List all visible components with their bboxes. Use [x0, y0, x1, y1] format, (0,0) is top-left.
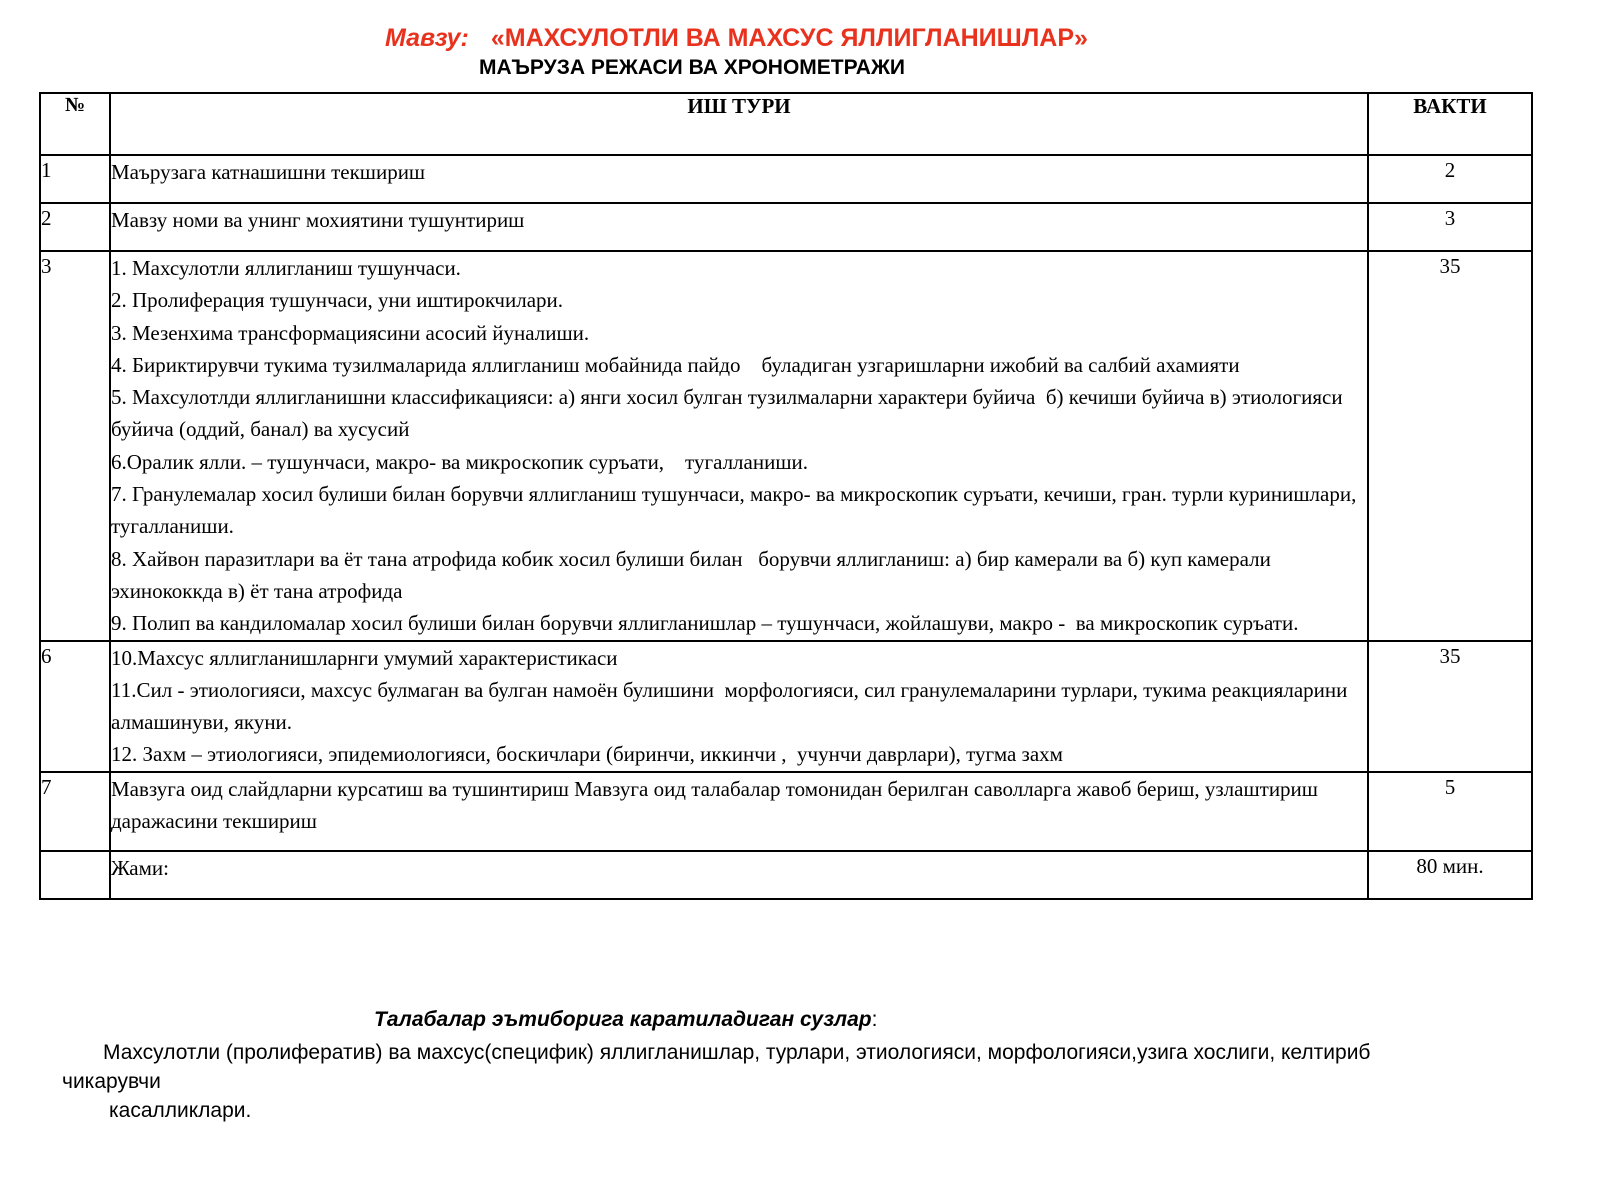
topic-label: Мавзу: [385, 24, 469, 52]
work-item: 12. Захм – этиологияси, эпидемиологияси, боскичлари (биринчи, иккинчи , учунчи даврлари), тугма захм [111, 742, 1063, 767]
row-work-type [110, 251, 1368, 641]
row-number: 2 [40, 203, 110, 251]
work-item: 4. Бириктирувчи тукима тузилмаларида яллигланиш мобайнида пайдо буладиган узгаришларни ижобий ва салбий ахамияти [111, 352, 1240, 377]
row-time: 3 [1368, 203, 1532, 251]
work-item: Жами: [111, 855, 169, 880]
notes-line: касалликлари. [109, 1099, 252, 1122]
table-row [40, 155, 1532, 203]
notes-line: Махсулотли (пролифератив) ва махсус(специфик) яллигланишлар, турлари, этиологияси, морфологияси,узига хослиги, келтириб [103, 1041, 1371, 1064]
row-number: 3 [40, 251, 110, 641]
row-work-type [110, 641, 1368, 772]
row-time: 35 [1368, 251, 1532, 641]
work-item: 6.Оралик ялли. – тушунчаси, макро- ва микроскопик суръати, тугалланиши. [111, 449, 808, 474]
row-number [40, 851, 110, 899]
work-item: 1. Махсулотли яллигланиш тушунчаси. [111, 256, 461, 280]
work-item: 5. Махсулотлди яллигланишни классификацияси: а) янги хосил булган тузилмаларни характери буйича б) кечиши буйича в) этиологияси буйича (оддий, банал) ва хусусий [111, 385, 1348, 442]
notes-line: чикарувчи [62, 1070, 161, 1093]
column-header-time: ВАКТИ [1368, 93, 1532, 155]
row-work-type [110, 772, 1368, 851]
total-row [40, 851, 1532, 899]
page-subtitle: МАЪРУЗА РЕЖАСИ ВА ХРОНОМЕТРАЖИ [479, 56, 906, 79]
work-item: Мавзу номи ва унинг мохиятини тушунтириш [111, 208, 525, 232]
work-item: 8. Хайвон паразитлари ва ёт тана атрофида кобик хосил булиши билан борувчи яллигланиш: а) бир камерали ва б) куп камерали эхинококкда в) ёт тана атрофида [111, 546, 1277, 603]
work-item: 10.Махсус яллигланишларнги умумий характеристикаси [111, 645, 618, 670]
table-row [40, 203, 1532, 251]
work-item: 11.Сил - этиологияси, махсус булмаган ва булган намоён булишини морфологияси, сил гранулемаларини турлари, тукима реакцияларини алмашинуви, якуни. [111, 677, 1353, 735]
table-row [40, 772, 1532, 851]
table-row [40, 251, 1532, 641]
notes-heading [374, 1008, 877, 1032]
notes-title-colon: : [871, 1008, 878, 1031]
row-number: 7 [40, 772, 110, 851]
work-item: 2. Пролиферация тушунчаси, уни иштирокчилари. [111, 288, 564, 313]
lecture-plan-table [39, 92, 1533, 900]
work-item: 7. Гранулемалар хосил булиши билан борувчи яллигланиш тушунчаси, макро- ва микроскопик суръати, кечиши, гран. турли куринишлари, тугалланиши. [111, 482, 1362, 539]
work-item: Маърузага катнашишни текшириш [111, 160, 426, 184]
topic-title: «МАХСУЛОТЛИ ВА МАХСУС ЯЛЛИГЛАНИШЛАР» [490, 24, 1088, 52]
column-header-number: № [40, 93, 110, 155]
row-number: 6 [40, 641, 110, 772]
row-time: 2 [1368, 155, 1532, 203]
total-time: 80 мин. [1368, 851, 1532, 899]
notes-title: Талабалар эътиборига каратиладиган сузлар [374, 1008, 872, 1031]
column-header-work-type: ИШ ТУРИ [110, 93, 1368, 155]
topic-heading [385, 24, 1088, 53]
work-item: Мавзуга оид слайдларни курсатиш ва тушинтириш Мавзуга оид талабалар томонидан берилган саволларга жавоб бериш, узлаштириш даражасини текшириш [111, 776, 1324, 834]
row-number: 1 [40, 155, 110, 203]
work-item: 3. Мезенхима трансформациясини асосий йуналиши. [111, 320, 590, 345]
row-work-type [110, 155, 1368, 203]
row-work-type [110, 203, 1368, 251]
notes-body [62, 1038, 1592, 1125]
work-item: 9. Полип ва кандиломалар хосил булиши билан борувчи яллигланишлар – тушунчаси, жойлашуви, макро - ва микроскопик суръати. [111, 611, 1299, 636]
table-row [40, 641, 1532, 772]
total-label [110, 851, 1368, 899]
table-header-row [40, 93, 1532, 155]
row-time: 5 [1368, 772, 1532, 851]
row-time: 35 [1368, 641, 1532, 772]
